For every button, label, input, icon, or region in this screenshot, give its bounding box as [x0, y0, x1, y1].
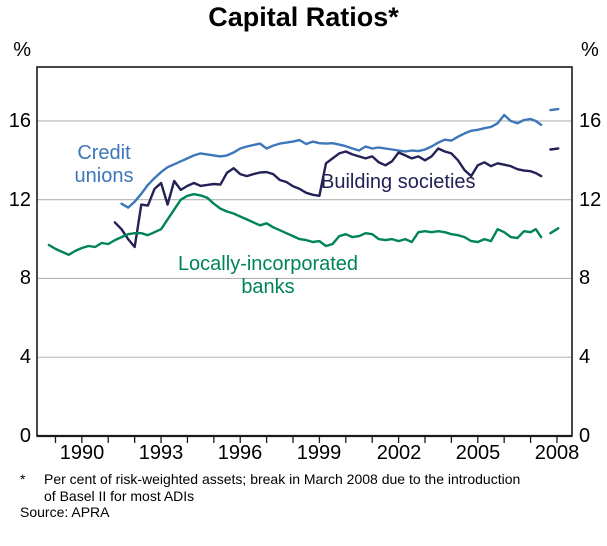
y-axis-label-left-8: 8: [19, 267, 31, 289]
footnote-block: [20, 471, 520, 521]
series-break-segment-credit_unions: [550, 109, 558, 110]
footnote-line-1: Per cent of risk-weighted assets; break in March 2008 due to the introduction: [44, 471, 521, 487]
y-axis-label-right-16: 16: [579, 110, 602, 132]
series-break-segment-banks: [550, 228, 558, 233]
x-axis-label-2002: 2002: [376, 442, 422, 464]
series-label-building-societies: Building societies: [321, 171, 476, 193]
x-axis-label-1996: 1996: [217, 442, 263, 464]
x-axis-label-1993: 1993: [138, 442, 184, 464]
footnote-source: Source: APRA: [20, 504, 110, 520]
x-axis-label-2005: 2005: [455, 442, 501, 464]
y-axis-label-right-8: 8: [579, 267, 591, 289]
series-label-banks-line2: banks: [241, 276, 295, 298]
series-label-credit-unions-line2: unions: [74, 165, 134, 187]
series-label-banks-line1: Locally-incorporated: [177, 253, 359, 275]
chart-title: Capital Ratios*: [208, 2, 399, 32]
series-break-segment-building_societies: [550, 149, 558, 150]
y-axis-label-right-4: 4: [579, 346, 591, 368]
y-axis-label-left-0: 0: [19, 425, 31, 447]
x-axis-label-1990: 1990: [59, 442, 105, 464]
y-axis-label-right-0: 0: [579, 425, 591, 447]
y-axis-label-left-4: 4: [19, 346, 31, 368]
y-axis-label-left-16: 16: [8, 110, 31, 132]
y-axis-unit-right: %: [581, 39, 599, 61]
series-label-banks: [166, 253, 370, 299]
footnote-line-2: of Basel II for most ADIs: [44, 487, 195, 504]
x-axis-label-1999: 1999: [296, 442, 342, 464]
y-axis-label-left-12: 12: [8, 189, 31, 211]
footnote-text: [44, 471, 520, 504]
x-axis-label-2008: 2008: [534, 442, 580, 464]
plot-frame: [37, 67, 572, 436]
footnote-marker: *: [20, 471, 26, 487]
series-label-credit-unions-line1: Credit: [77, 142, 131, 164]
y-axis-unit-left: %: [13, 39, 31, 61]
y-axis-label-right-12: 12: [579, 189, 602, 211]
series-label-credit-unions: [48, 142, 160, 188]
